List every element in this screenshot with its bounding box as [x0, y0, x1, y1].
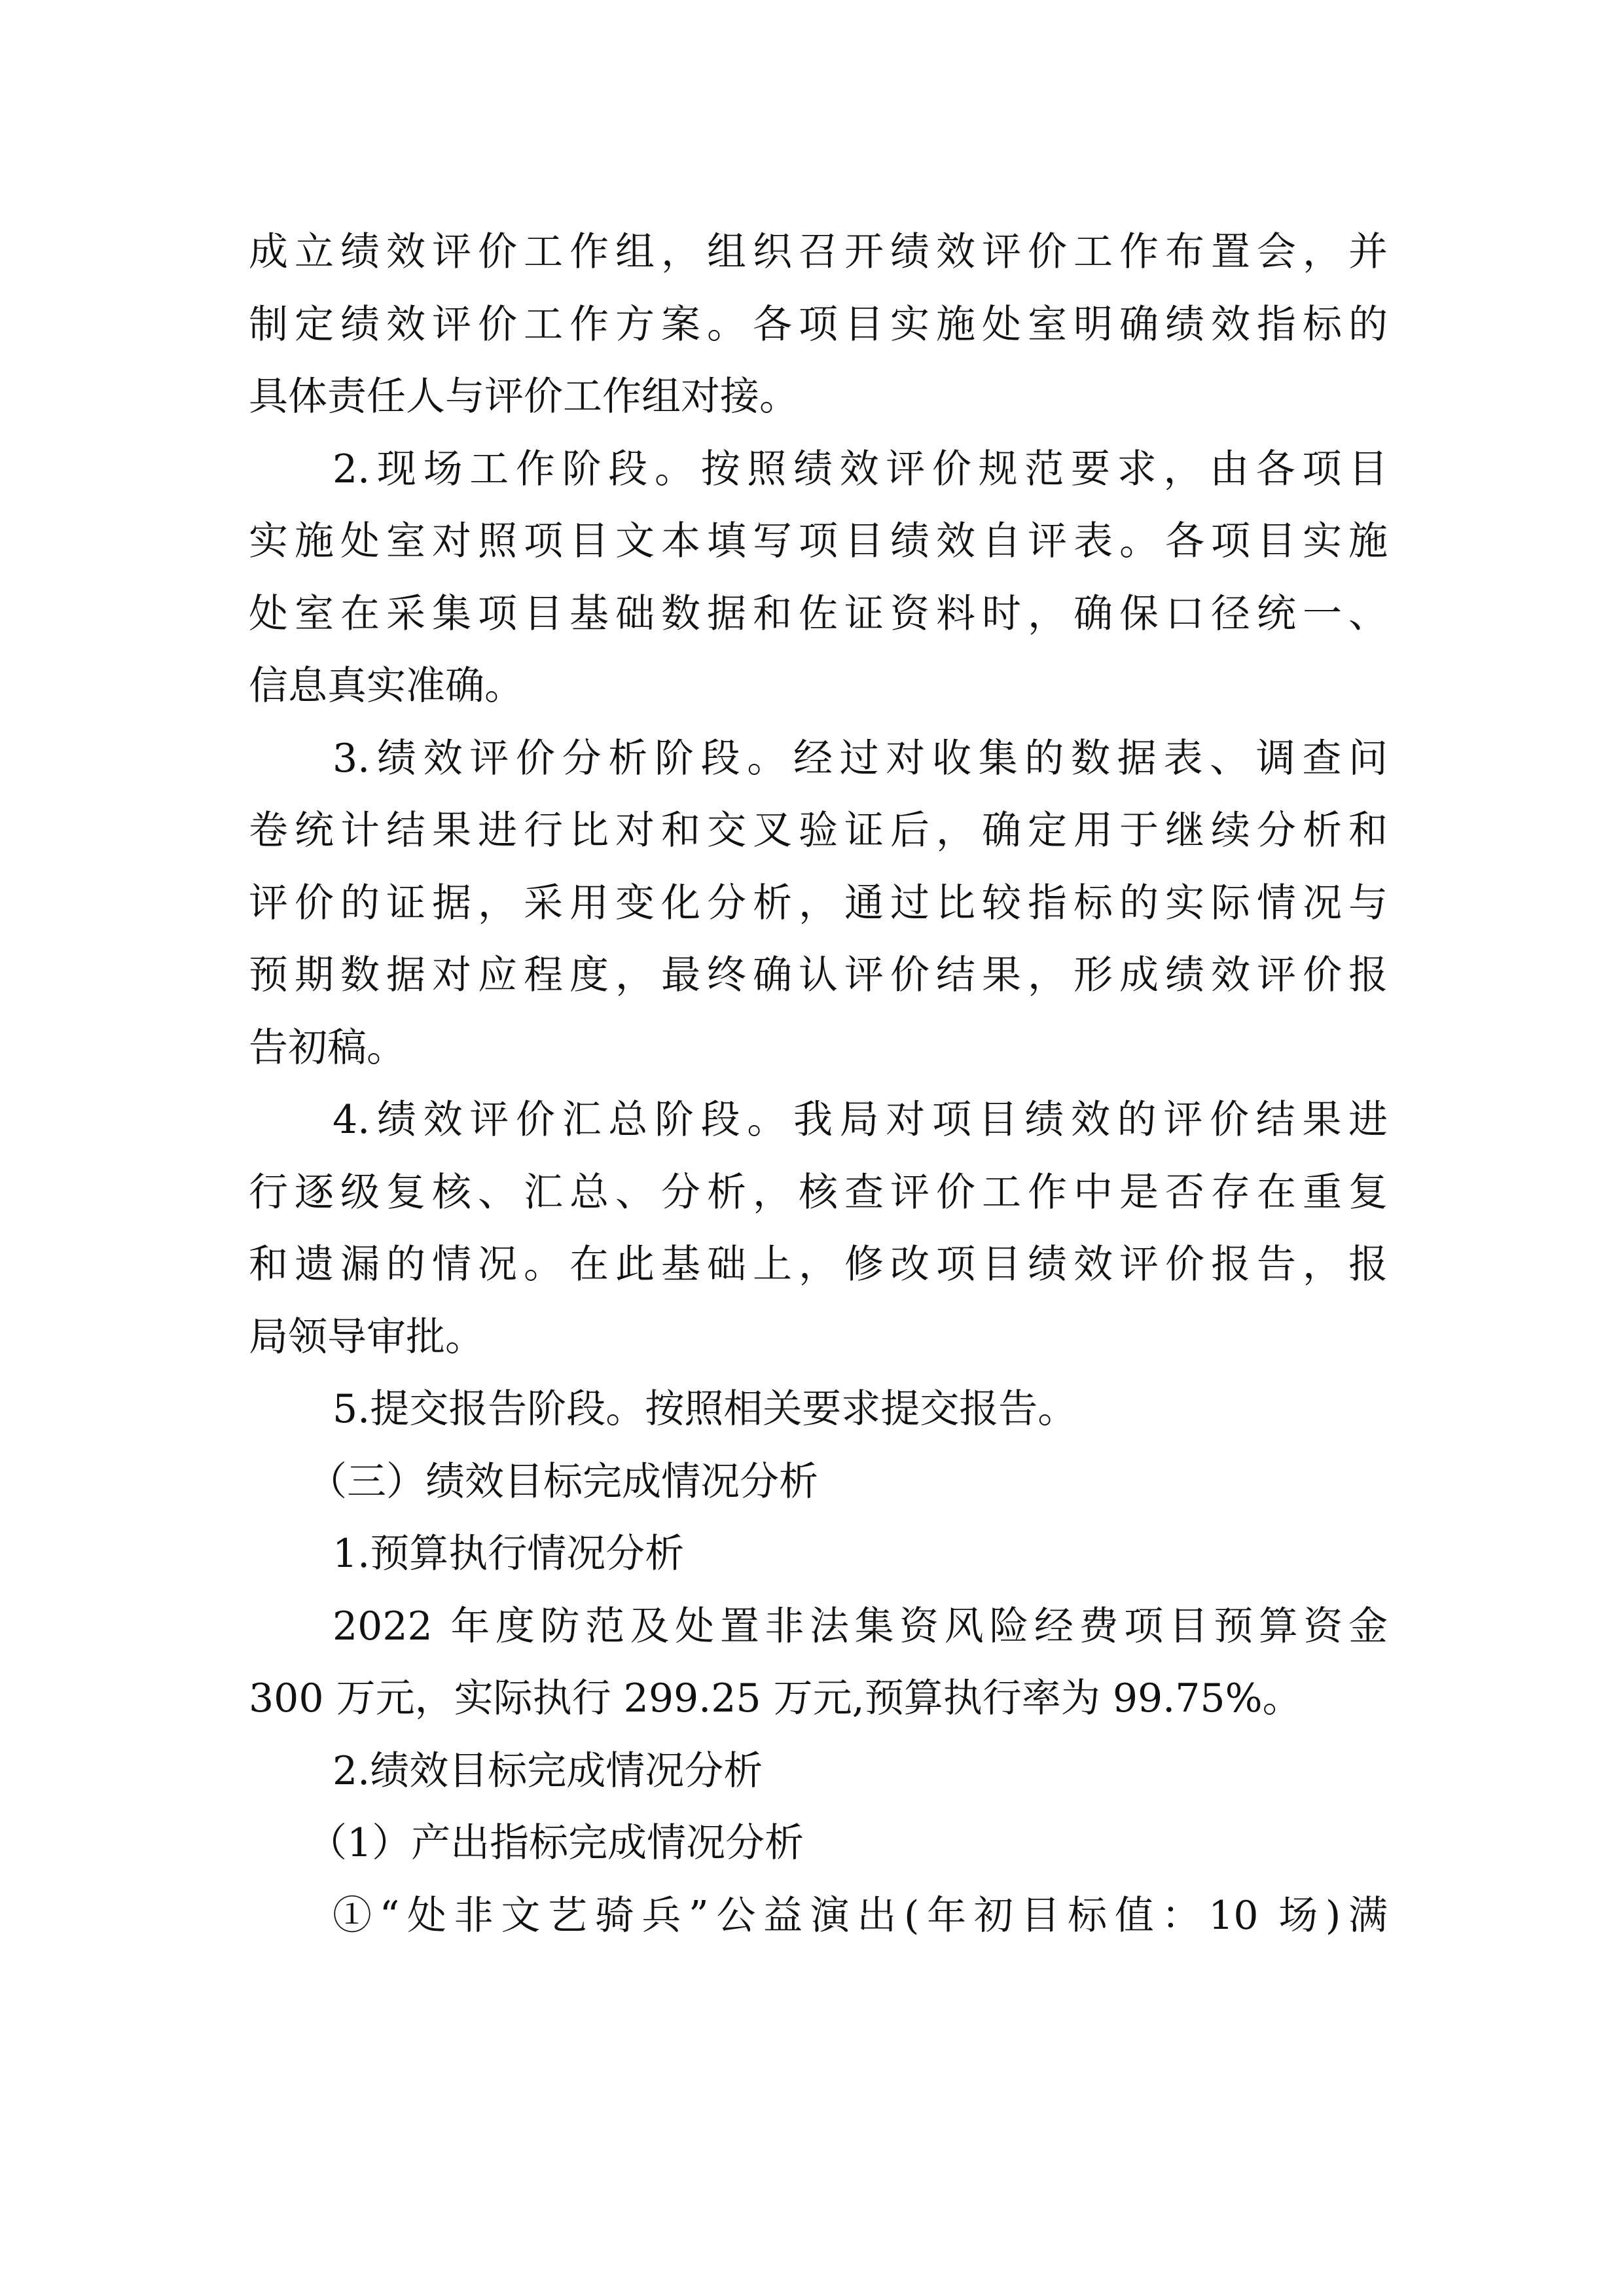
paragraph-line: 和遗漏的情况。在此基础上，修改项目绩效评价报告，报 [249, 1242, 1388, 1287]
paragraph-line: 制定绩效评价工作方案。各项目实施处室明确绩效指标的 [249, 302, 1388, 348]
paragraph-line: 信息真实准确。 [249, 663, 524, 709]
paragraph-line: 2.现场工作阶段。按照绩效评价规范要求，由各项目 [333, 446, 1388, 492]
subsection-heading: 1.预算执行情况分析 [333, 1531, 685, 1577]
paragraph-line: 3.绩效评价分析阶段。经过对收集的数据表、调查问 [333, 736, 1388, 781]
paragraph-line: 告初稿。 [249, 1025, 406, 1071]
paragraph-line: ①“处非文艺骑兵”公益演出(年初目标值：10 场)满 [333, 1893, 1388, 1939]
subsection-heading: 2.绩效目标完成情况分析 [333, 1748, 763, 1794]
paragraph-line: 2022 年度防范及处置非法集资风险经费项目预算资金 [333, 1604, 1388, 1649]
paragraph-line: 4.绩效评价汇总阶段。我局对项目绩效的评价结果进 [333, 1097, 1388, 1143]
subsection-heading: （1）产出指标完成情况分析 [308, 1820, 804, 1866]
paragraph-line: 实施处室对照项目文本填写项目绩效自评表。各项目实施 [249, 518, 1388, 564]
paragraph-line: 行逐级复核、汇总、分析，核查评价工作中是否存在重复 [249, 1170, 1388, 1215]
paragraph-line: 300 万元，实际执行 299.25 万元,预算执行率为 99.75%。 [249, 1676, 1302, 1721]
paragraph-line: 5.提交报告阶段。按照相关要求提交报告。 [333, 1386, 1077, 1432]
paragraph-line: 预期数据对应程度，最终确认评价结果，形成绩效评价报 [249, 952, 1388, 998]
paragraph-line: 处室在采集项目基础数据和佐证资料时，确保口径统一、 [249, 591, 1388, 637]
section-heading: （三）绩效目标完成情况分析 [308, 1459, 818, 1505]
paragraph-line: 局领导审批。 [249, 1314, 484, 1360]
paragraph-line: 成立绩效评价工作组，组织召开绩效评价工作布置会，并 [249, 229, 1388, 275]
paragraph-line: 卷统计结果进行比对和交叉验证后，确定用于继续分析和 [249, 808, 1388, 853]
paragraph-line: 评价的证据，采用变化分析，通过比较指标的实际情况与 [249, 880, 1388, 926]
paragraph-line: 具体责任人与评价工作组对接。 [249, 374, 799, 420]
